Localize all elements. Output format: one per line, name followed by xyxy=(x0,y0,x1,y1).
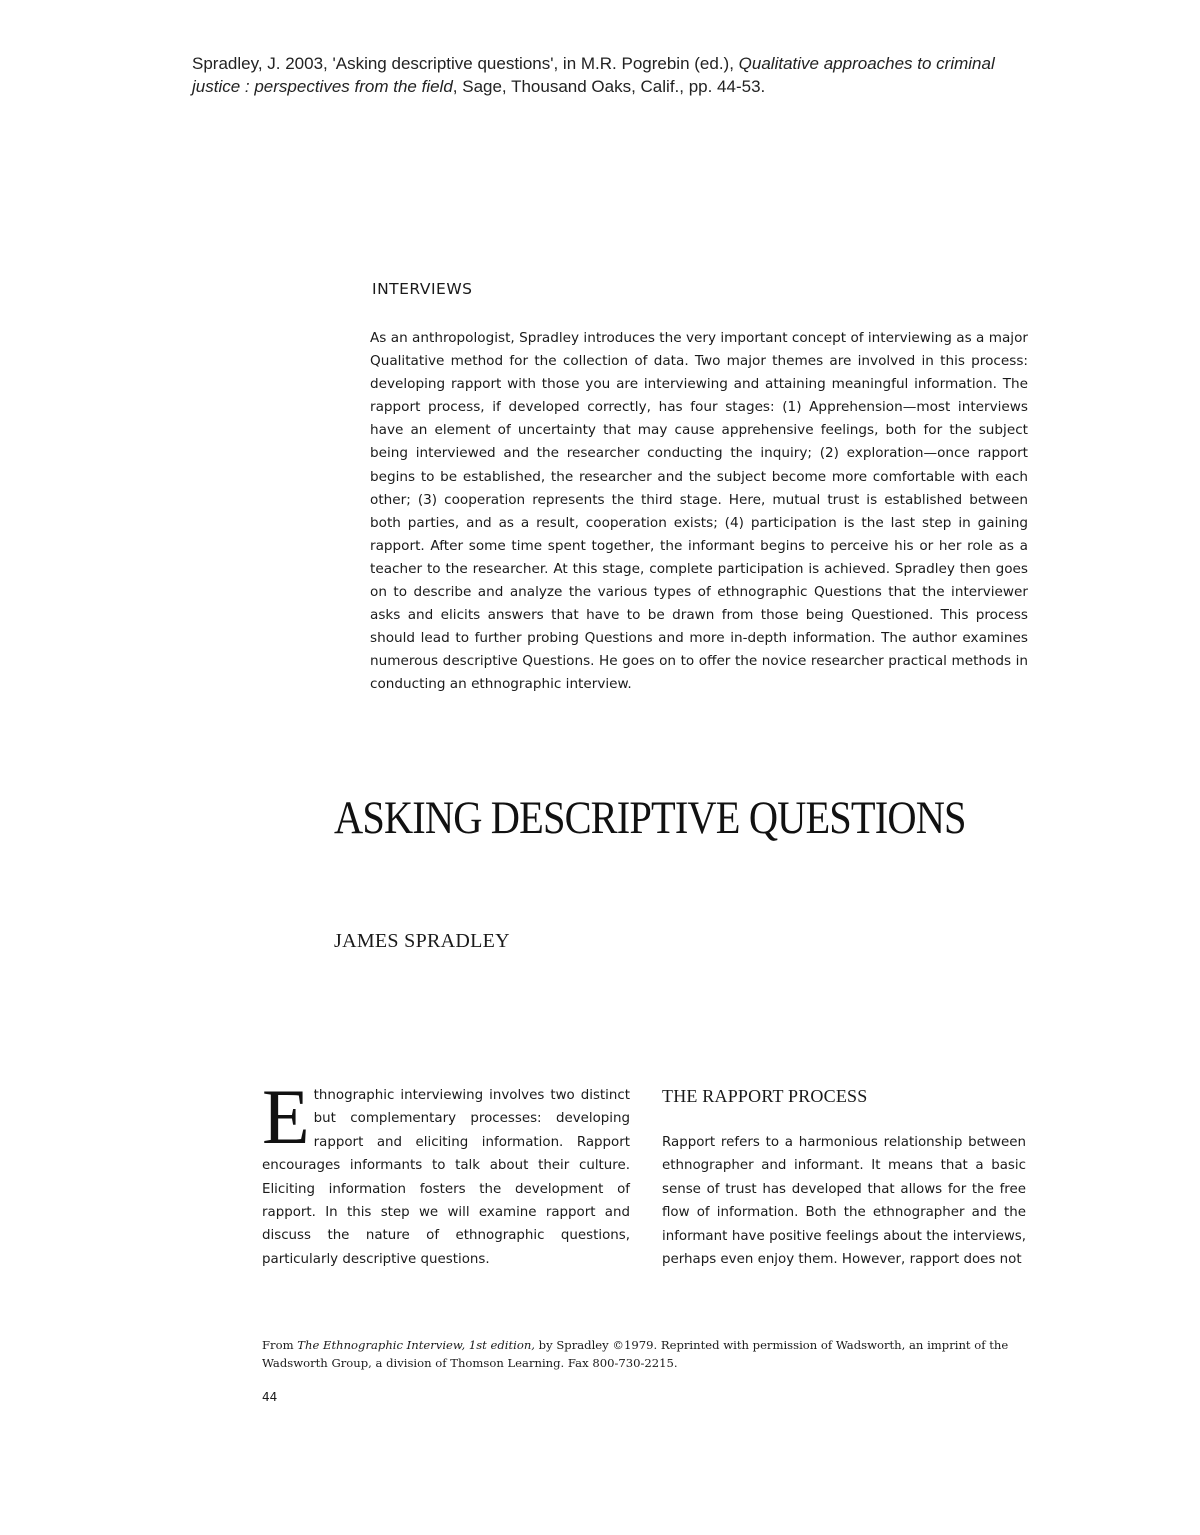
drop-cap: E xyxy=(262,1073,310,1160)
page-number: 44 xyxy=(262,1390,278,1404)
footnote-lead: From xyxy=(262,1338,298,1352)
footnote xyxy=(262,1336,1026,1372)
footnote-source-title: The Ethnographic Interview, 1st edition, xyxy=(297,1338,535,1352)
citation-book-title: Qualitative approaches to criminal justice : perspectives from the field xyxy=(192,54,995,96)
citation-header xyxy=(192,52,1032,98)
footnote-tail: by Spradley ©1979. Reprinted with permission of Wadsworth, an imprint of the Wadsworth Group, a division of Thomson Learning. Fax 800-730-2215. xyxy=(262,1338,1009,1370)
citation-lead: Spradley, J. 2003, 'Asking descriptive questions', in M.R. Pogrebin (ed.), xyxy=(192,54,739,73)
citation-tail: , Sage, Thousand Oaks, Calif., pp. 44-53. xyxy=(452,77,766,96)
body-column-right: Rapport refers to a harmonious relationship between ethnographer and informant. It means that a basic sense of trust has developed that allows for the free flow of information. Both the ethnographer and the informant have positive feelings about the interviews, perhaps even enjoy them. However, rapport does not xyxy=(662,1135,1026,1268)
abstract-paragraph: As an anthropologist, Spradley introduces the very important concept of interviewing as a major Qualitative method for the collection of data. Two major themes are involved in this process: developing rapport with those you are interviewing and attaining meaningful information. The rapport process, if developed correctly, has four stages: (1) Apprehension—most interviews have an element of uncertainty that may cause apprehensive feelings, both for the subject being interviewed and the researcher conducting the inquiry; (2) exploration—once rapport begins to be established, the researcher and the subject become more comfortable with each other; (3) cooperation represents the third stage. Here, mutual trust is established between both parties, and as a result, cooperation exists; (4) participation is the last step in gaining rapport. After some time spent together, the informant begins to perceive his or her role as a teacher to the researcher. At this stage, complete participation is achieved. Spradley then goes on to describe and analyze the various types of ethnographic Questions that the interviewer asks and elicits answers that have to be drawn from those being Questioned. This process should lead to further probing Questions and more in-depth information. The author examines numerous descriptive Questions. He goes on to offer the novice researcher practical methods in conducting an ethnographic interview. xyxy=(370,330,1028,693)
section-heading-rapport: THE RAPPORT PROCESS xyxy=(662,1086,868,1106)
article-title: ASKING DESCRIPTIVE QUESTIONS xyxy=(334,792,966,844)
body-column-left xyxy=(262,1073,630,1271)
author-name: JAMES SPRADLEY xyxy=(334,930,510,952)
section-label: INTERVIEWS xyxy=(372,280,473,298)
body-left-text: thnographic interviewing involves two distinct but complementary processes: developing rapport and eliciting information. Rapport encourages informants to talk about their culture. Eliciting information fosters the development of rapport. In this step we will examine rapport and discuss the nature of ethnographic questions, particularly descriptive questions. xyxy=(262,1088,630,1267)
